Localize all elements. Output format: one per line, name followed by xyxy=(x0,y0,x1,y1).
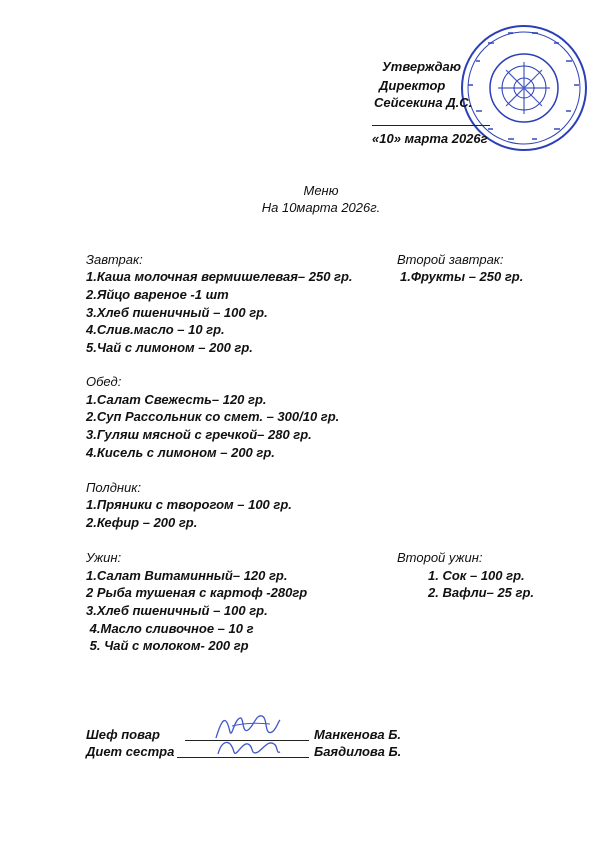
breakfast-item: 1.Каша молочная вермишелевая– 250 гр. xyxy=(86,269,353,284)
approval-name: Сейсекина Д.С. xyxy=(374,95,473,110)
chef-role: Шеф повар xyxy=(86,727,160,742)
lunch-item: 3.Гуляш мясной с гречкой– 280 гр. xyxy=(86,427,312,442)
snack-item: 2.Кефир – 200 гр. xyxy=(86,515,198,530)
dinner-item: 2 Рыба тушеная с картоф -280гр xyxy=(86,585,308,600)
snack-item: 1.Пряники с творогом – 100 гр. xyxy=(86,497,292,512)
approval-date: «10» марта 2026г xyxy=(372,131,488,146)
chef-name: Манкенова Б. xyxy=(314,727,402,742)
second-dinner-item: 1. Сок – 100 гр. xyxy=(428,568,525,583)
nurse-name: Баядилова Б. xyxy=(314,744,402,759)
nurse-role: Диет сестра xyxy=(86,744,175,759)
second-breakfast-heading: Второй завтрак: xyxy=(397,252,504,267)
dinner-item: 1.Салат Витаминный– 120 гр. xyxy=(86,568,288,583)
snack-heading: Полдник: xyxy=(86,480,142,495)
breakfast-item: 3.Хлеб пшеничный – 100 гр. xyxy=(86,305,268,320)
dinner-item: 5. Чай с молоком- 200 гр xyxy=(86,638,249,653)
lunch-item: 1.Салат Свежесть– 120 гр. xyxy=(86,392,267,407)
breakfast-item: 2.Яйцо вареное -1 шт xyxy=(86,287,229,302)
lunch-item: 4.Кисель с лимоном – 200 гр. xyxy=(86,445,275,460)
approval-signature-line xyxy=(372,125,490,126)
second-dinner-item: 2. Вафли– 25 гр. xyxy=(428,585,535,600)
approval-position: Директор xyxy=(379,78,446,93)
lunch-item: 2.Суп Рассольник со смет. – 300/10 гр. xyxy=(86,409,340,424)
second-dinner-heading: Второй ужин: xyxy=(397,550,483,565)
dinner-item: 4.Масло сливочное – 10 г xyxy=(86,621,254,636)
breakfast-heading: Завтрак: xyxy=(86,252,143,267)
menu-date: На 10марта 2026г. xyxy=(261,200,381,215)
second-breakfast-item: 1.Фрукты – 250 гр. xyxy=(400,269,524,284)
dinner-heading: Ужин: xyxy=(86,550,122,565)
breakfast-item: 4.Слив.масло – 10 гр. xyxy=(86,322,225,337)
menu-title: Меню xyxy=(303,183,339,198)
nurse-signature-icon xyxy=(212,734,284,762)
approval-approve: Утверждаю xyxy=(382,59,461,74)
lunch-heading: Обед: xyxy=(86,374,122,389)
dinner-item: 3.Хлеб пшеничный – 100 гр. xyxy=(86,603,268,618)
breakfast-item: 5.Чай с лимоном – 200 гр. xyxy=(86,340,253,355)
